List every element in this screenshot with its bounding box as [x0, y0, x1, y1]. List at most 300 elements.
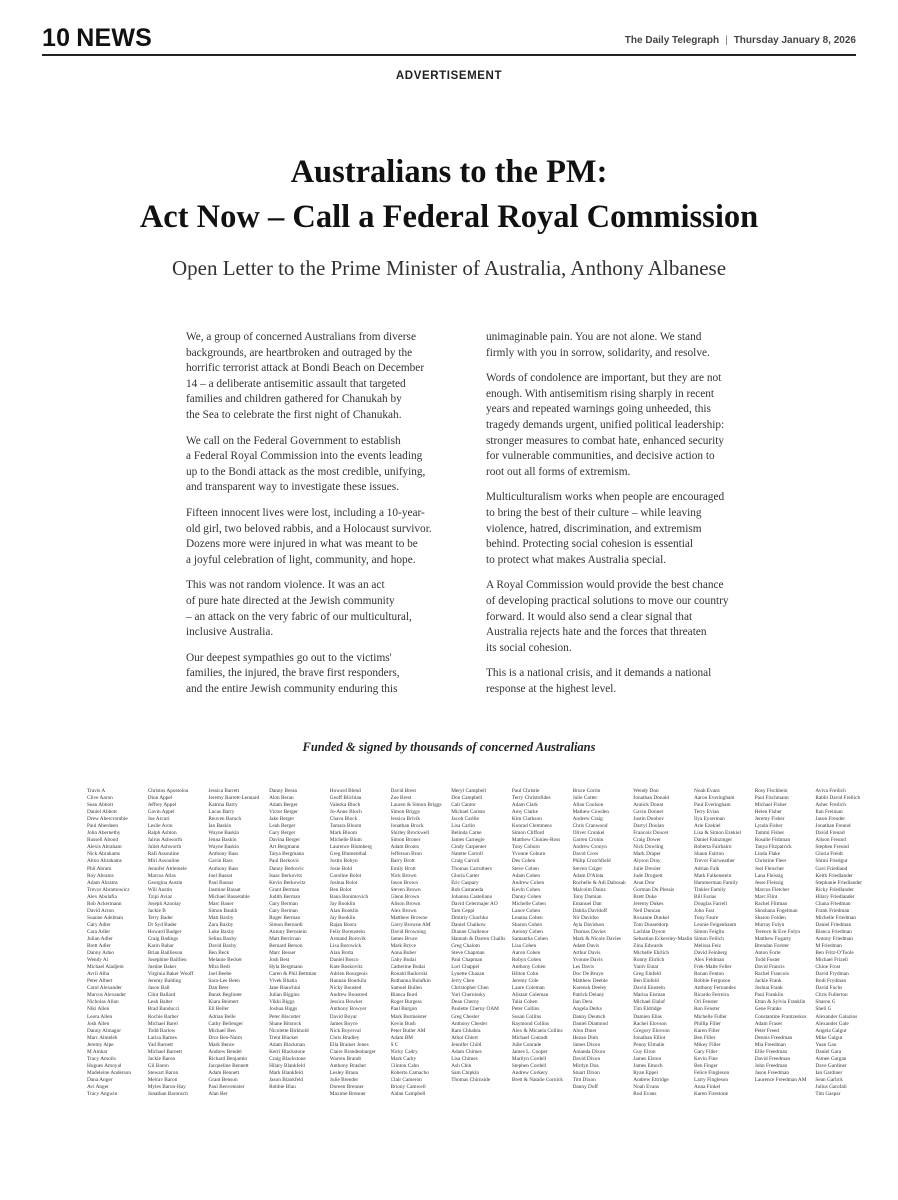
signatory-name: Kiara Beimert [208, 999, 239, 1006]
page-header [42, 22, 856, 54]
signatory-name: Jefferson Bron [390, 851, 422, 858]
signatory-name: Michelle Blum [329, 837, 362, 844]
signatory-name: Michael Conradt [511, 1034, 548, 1041]
signatory-name: Joel Bassat [208, 872, 233, 879]
signatory-name: Peter Biscotter [269, 1013, 301, 1020]
signatory-name: Michelle Cohen [511, 900, 546, 907]
signatory-name: Caroline Bolot [329, 872, 362, 879]
signatory-name: Jason Freedman [754, 1069, 789, 1076]
signatory-name: Gaby Budai [390, 957, 416, 964]
signatory-name: Daniel Chaikow [451, 921, 486, 928]
signatory-name: Julie Cotter [572, 795, 598, 802]
section-name: NEWS [76, 24, 153, 52]
signatory-name: Mark Blankfeld [269, 1069, 303, 1076]
signatory-name: Ilan Freiman [815, 809, 843, 816]
signatory-name: Joel Beebe [208, 971, 232, 978]
signatory-name: Patrick Delany [572, 992, 605, 999]
signatory-name: Jenna Baskin [208, 837, 237, 844]
letter-column-right [486, 330, 746, 707]
signatory-name: David Dixon [572, 1055, 601, 1062]
signatory-name: Alex & Micaela Collins [511, 1027, 563, 1034]
signatory-name: Gil Baron [147, 1062, 169, 1069]
signatory-name: Mark Bloom [329, 830, 358, 837]
signatory-name: Terence & Eve Folyn [754, 928, 801, 935]
signatory-column [269, 788, 329, 1091]
signatory-name: James Carnegie [451, 837, 485, 844]
signatory-name: Stephen Cordell [511, 1062, 547, 1069]
signatory-name: Yaniv Einat [633, 964, 659, 971]
signatory-name: Isaac Berkovits [269, 872, 302, 879]
signatory-name: Gavin Appel [147, 809, 175, 816]
signatory-name: Terry Evian [694, 809, 720, 816]
signatory-name: Leanna Cohen [511, 914, 543, 921]
signatory-name: Tam Ceppi [451, 907, 475, 914]
signatory-name: Mark Burmeister [390, 1013, 427, 1020]
signatory-name: Gavin Donner [633, 809, 664, 816]
letter-paragraph: Multiculturalism works when people are encouraged to bring the best of their culture – while leaving violence, hatred, discrimination, and extremism behind. Protecting social cohesion is essential to protect what makes Australia special. [486, 491, 725, 566]
signatory-name: Gloria Freidt [815, 851, 843, 858]
signatory-name: Josh Best [269, 957, 290, 964]
signatory-name: Rob Castaneda [451, 886, 484, 893]
signatory-name: Daniel Abbott [87, 809, 117, 816]
headline-line-1: Australians to the PM: [290, 154, 608, 190]
signatory-name: Nick Brown [390, 872, 417, 879]
signatory-name: Frank Friedman [815, 907, 850, 914]
signatory-name: Michael Caristo [451, 809, 486, 816]
page-number: 10 [42, 24, 71, 52]
signatory-name: Marc Bauer [208, 900, 234, 907]
signatory-name: Andrew Cohen [511, 879, 545, 886]
signatory-name: Roberta Fairbairn [694, 844, 732, 851]
signatory-name: Paul Everingham [694, 802, 731, 809]
signatory-name: Avi Anger [87, 1083, 109, 1090]
signatory-name: Gary Berger [269, 830, 296, 837]
signatory-name: Shoshana Fogelman [754, 907, 798, 914]
signatory-name: James Boyce [329, 1020, 358, 1027]
signatory-name: Christopher Chen [451, 985, 489, 992]
signatory-name: Ella Brainer Jones [329, 1041, 369, 1048]
signatory-name: Jeffrey Appel [147, 802, 177, 809]
signatory-name: Michael Aladjem [87, 964, 124, 971]
signatory-column [512, 788, 572, 1084]
signatory-name: Grant Benson [208, 1076, 238, 1083]
signatory-name: Justin Bobyn [329, 858, 358, 865]
signatory-name: Andrew Boustred [329, 992, 368, 999]
letter-paragraph: This was not random violence. It was an act of pure hate directed at the Jewish community – an attack on the very fabric of our multicultural, inclusive Australia. [186, 579, 412, 639]
signatory-name: Roberto Camacho [390, 1069, 429, 1076]
signatory-name: S C [390, 1041, 399, 1048]
signatory-name: Shaun Fairton [694, 851, 724, 858]
signatory-name: Yvonne Coburn [511, 851, 546, 858]
signatory-name: Lisa & Simon Ezekiel [694, 830, 741, 837]
signatory-name: Will Austin [147, 886, 173, 893]
signatory-name: Victor Berger [269, 809, 298, 816]
signatory-name: Francois Doucet [633, 830, 669, 837]
section-label [42, 24, 152, 52]
signatory-name: Luke Baxby [208, 928, 235, 935]
signatory-name: Simon Bernardi [269, 921, 303, 928]
signatory-name: Todd Barlow [147, 1027, 176, 1034]
signatory-name: Felix Borenstein [329, 928, 365, 935]
signatory-name: Leora Allen [87, 1013, 113, 1020]
signatory-name: Alex Brown [390, 907, 417, 914]
signatory-name: Alexander Gale [815, 1020, 849, 1027]
signatory-name: Antony Friedman [815, 935, 853, 942]
signatory-name: Andrew Craig [572, 816, 603, 823]
signatory-name: Bianca Burd [390, 992, 418, 999]
signatory-name: Aidan Campbell [390, 1091, 426, 1098]
signatory-name: Cali Cantor [451, 802, 476, 809]
signatory-name: Ronan Fenton [694, 971, 724, 978]
signatory-column [573, 788, 633, 1091]
signatory-name: Gorman Du Plessis [633, 886, 675, 893]
letter-paragraph: This is a national crisis, and it demands a national response at the highest level. [486, 667, 712, 695]
signatory-name: Thomas Chirnside [451, 1076, 491, 1083]
letter-paragraph: Our deepest sympathies go out to the victims' families, the injured, the brave first responders, and the entire Jewish community enduring this [186, 651, 400, 695]
signatory-name: Armand Borovik [329, 935, 366, 942]
signatory-name: Michael Fisher [754, 802, 787, 809]
signatory-name: Paul Fischmann [754, 795, 789, 802]
signatory-name: Simon Baukh [208, 907, 238, 914]
signatory-name: Adrian Belle [208, 1013, 236, 1020]
signatory-name: Noah Evans [633, 1083, 660, 1090]
letter-column-left [186, 330, 446, 707]
signatory-name: Lance Cohen [511, 907, 540, 914]
signatory-name: Nicky Cadry [390, 1048, 418, 1055]
signatory-name: Julie Brender [329, 1076, 359, 1083]
signatory-name: Brad Banducci [147, 1006, 180, 1013]
signatory-name: Craig Badings [147, 935, 179, 942]
signatory-name: Aimee Gargan [815, 1055, 847, 1062]
signatory-name: Gary Berman [269, 907, 298, 914]
signatory-name: Anthony Bass [208, 865, 239, 872]
signatory-name: Rachel Francois [754, 971, 789, 978]
signatory-name: Jay Booklin [329, 900, 356, 907]
signatory-name: Chloe Frost [815, 964, 841, 971]
signatory-name: Sharon Folden [754, 914, 786, 921]
signatory-name: Brett & Natalie Cornick [511, 1076, 563, 1083]
signatory-name: Jake Berger [269, 816, 295, 823]
signatory-name: Clint Ballard [147, 992, 176, 999]
signatory-name: Noah Evans [694, 788, 720, 794]
signatory-name: Amanda Dixon [572, 1048, 606, 1055]
signatory-name: Eli Beller [208, 1006, 229, 1013]
letter-paragraph: Words of condolence are important, but they are not enough. With antisemitism rising sharply in recent years and repeated warnings going unheeded, this tragedy demands urgent, unified political leadership: stronger measures to combat hate, enhanced security for vulnerable communities, and decisive action to root out all forms of extremism. [486, 372, 725, 478]
signatory-name: Emily Brott [390, 865, 416, 872]
signatory-name: Peter Collins [511, 1006, 540, 1013]
signatory-name: Paul Berkovic [269, 858, 300, 865]
signatory-name: Christos Apostolou [147, 788, 189, 794]
signatory-name: Marcus Fletcher [754, 886, 790, 893]
signatory-name: Ian Gardiner [815, 1069, 843, 1076]
funded-by-line: Funded & signed by thousands of concerned Australians [302, 740, 596, 754]
signatory-name: Emanuel Dan [572, 900, 602, 907]
signatory-name: Mike Galgut [815, 1034, 843, 1041]
signatory-name: Yuri Chernissky [451, 992, 486, 999]
signatory-name: Mark Bryce [390, 943, 416, 950]
signatory-name: Clair Cameron [390, 1076, 422, 1083]
signatory-name: Vivek Bhatia [269, 978, 297, 985]
signatory-name: Ruthanna Bulafkin [390, 978, 431, 985]
signatory-name: Vikki Biggs [269, 999, 295, 1006]
signatory-name: Adam BM [390, 1034, 414, 1041]
signatory-name: Kevin Cohen [511, 886, 540, 893]
signatory-name: Lisa Chimes [451, 1055, 478, 1062]
signatory-name: John Freedman [754, 1062, 788, 1069]
signatory-name: Ayla Davidson [572, 921, 605, 928]
signatory-name: Sean Abbott [87, 802, 114, 809]
signatory-name: John Abernethy [87, 830, 121, 837]
signatory-name: David Baxby [208, 943, 237, 950]
signatory-name: Kate Boskovitz [329, 964, 363, 971]
signatory-name: Dr Syd Bader [147, 921, 177, 928]
signatory-name: David Fuchs [815, 985, 843, 992]
signatory-name: Garry Browne AM [390, 921, 431, 928]
signatory-name: Juliet Ashworth [147, 844, 182, 851]
signatory-name: Kerri Blackstone [269, 1048, 306, 1055]
signatory-name: Laurence Blumberg [329, 844, 372, 851]
signatory-name: Nick Abrahams [87, 851, 121, 858]
signatory-name: Malcolm Dainz [572, 886, 606, 893]
signatory-name: Tammi Fisher [754, 830, 785, 837]
signatory-name: Wendy Al [87, 957, 109, 964]
signatory-name: Michelle Fidler [694, 1013, 727, 1020]
signatory-name: Trevor Fairweather [694, 858, 735, 865]
signatory-name: Warren Brandt [329, 1055, 361, 1062]
signatory-name: Alistair Coleman [511, 992, 549, 999]
signatory-name: Aaron Cohen [511, 950, 541, 957]
signatory-name: Alan Ber [208, 1091, 228, 1098]
signatory-name: Jessica Brivik [390, 816, 421, 823]
signatory-name: Tony Coburn [511, 844, 540, 851]
signatory-name: Matthew Fogarty [754, 935, 792, 942]
signatory-column [87, 788, 147, 1098]
signatory-name: Shirley Brockwell [390, 830, 430, 837]
signatory-name: M Friedman [815, 943, 842, 950]
signatory-name: Leah Berger [269, 823, 296, 830]
signatory-name: James L. Cooper [511, 1048, 548, 1055]
signatory-name: Hezan Dinh [572, 1034, 599, 1041]
signatory-name: Hugues Amoyal [87, 1062, 122, 1069]
signatory-name: Paul Christie [511, 788, 540, 794]
signatory-name: Stephanie Friedlander [815, 879, 863, 886]
signatory-name: Claire Brandenburger [329, 1048, 376, 1055]
signatory-name: Ben Bolot [329, 886, 352, 893]
signatory-name: Nir Davidso [572, 914, 599, 921]
signatory-name: Konrad Clemmens [511, 823, 552, 830]
signatory-name: Des Cohen [511, 858, 536, 865]
signatory-name: Raymond Collins [511, 1020, 550, 1027]
signatory-name: Avril Alba [87, 971, 110, 978]
signatory-name: James Emoch [633, 1062, 663, 1069]
signatory-name: Catherine Budai [390, 964, 426, 971]
signatory-name: Michael Ben [208, 1027, 236, 1034]
signatory-name: Glenn Brown [390, 893, 420, 900]
signatory-name: Michelle Friedman [815, 914, 856, 921]
signatory-name: Leah Balter [147, 999, 173, 1006]
signatory-name: Jason Freuder [815, 816, 845, 823]
signatory-name: Michael Elaluf [633, 999, 665, 1006]
signatory-name: David Crow [572, 851, 599, 858]
signatory-name: Mia Freedman [754, 1041, 786, 1048]
signatory-name: Dean Cherny [451, 999, 480, 1006]
signatory-name: Greg Einfeld [633, 971, 661, 978]
signatory-name: Dennis Freedman [754, 1034, 793, 1041]
signatory-name: David Feinberg [694, 950, 728, 957]
signatory-name: Mark Falkenstein [694, 872, 732, 879]
signatory-name: Chava Block [329, 816, 358, 823]
signatory-name: Ilan Dera [572, 999, 593, 1006]
signatory-name: Terry Christofides [511, 795, 551, 802]
signatory-name: Aviva Freilich [815, 788, 846, 794]
signatory-name: Zoe Brest [390, 795, 412, 802]
signatory-name: Wayne Baskin [208, 844, 240, 851]
signatory-name: David Browning [390, 928, 426, 935]
signatory-name: Jay Booklin [329, 914, 356, 921]
signatory-name: Nick Dowling [633, 844, 664, 851]
signatory-name: Lucas Barry [208, 809, 235, 816]
signatory-name: Josh Allen [87, 1020, 110, 1027]
signatory-name: Brendan Forster [754, 943, 789, 950]
signatory-name: Angela Galgut [815, 1027, 847, 1034]
signatory-name: Adrian Falk [694, 865, 720, 872]
signatory-name: Tanya Fitzpatrick [754, 844, 792, 851]
signatory-name: Lachlan Dyson [633, 928, 666, 935]
signatory-name: Melanie Becker [208, 957, 243, 964]
signatory-name: Georgina Austin [147, 879, 183, 886]
signatory-name: Lesley Braun [329, 1069, 359, 1076]
signatory-name: Ron Fenster [694, 1006, 720, 1013]
signatory-name: Bernard Berson [269, 943, 303, 950]
signatory-name: Jude Drogsett [633, 872, 663, 879]
signatory-name: Thomas Davies [572, 928, 606, 935]
signatory-name: Laure Coleman [511, 985, 545, 992]
signatory-name: Daniel Friedman [815, 921, 852, 928]
signatory-name: Larry Fingleson [694, 1076, 728, 1083]
signatory-name: Jeremy Cole [511, 978, 539, 985]
signatory-name: Kim Clarkson [511, 816, 542, 823]
signatory-name: Adam Abrams [87, 879, 118, 886]
signatory-name: Julie Drexler [633, 865, 661, 872]
signatory-name: Ben Finger [694, 1062, 718, 1069]
signatory-name: Robyn Cohen [511, 957, 542, 964]
signatory-name: Brett Duke [633, 893, 657, 900]
signatory-name: Mirdyn Doa [572, 1062, 599, 1069]
signatory-name: Ash Chin [451, 1062, 472, 1069]
signatory-name: Andrew Corkery [511, 1069, 548, 1076]
signatory-name: Niki Allen [87, 1006, 110, 1013]
signatory-name: Madeleine Anderson [87, 1069, 131, 1076]
signatory-name: Arie Ezekiel [694, 823, 721, 830]
signatory-name: Wendy Don [633, 788, 659, 794]
signatory-name: Joe Arcuri [147, 816, 170, 823]
signatory-name: Michael Barnett [147, 1048, 182, 1055]
signatory-name: Daniel Diamond [572, 1020, 608, 1027]
signatory-name: Drew Abercrombie [87, 816, 128, 823]
signatory-name: Murray Folyn [754, 921, 785, 928]
signatory-column [148, 788, 208, 1098]
signatory-name: Hannah & Darren Challis [451, 935, 506, 942]
signatory-name: David Celermajer AO [451, 900, 498, 907]
signatory-name: Sharon G [815, 999, 836, 1006]
signatory-name: Jonathan Donald [633, 795, 670, 802]
signatory-name: Jane Bianchini [269, 985, 301, 992]
signatory-name: Leonie Feigenbaum [694, 921, 737, 928]
signatory-name: Adam Fraser [754, 1020, 783, 1027]
signatory-name: Hilary Blankfeld [269, 1062, 305, 1069]
signatory-name: Darryl Doolan [633, 823, 665, 830]
signatory-name: Hyla Bergmann [269, 964, 303, 971]
signatory-name: Matthew Browne [390, 914, 428, 921]
signatory-name: Marc Besser [269, 950, 296, 957]
signatory-name: Paul Bassat [208, 879, 233, 886]
signatory-name: Nicholas Allan [87, 999, 119, 1006]
issue-date: Thursday January 8, 2026 [733, 35, 856, 46]
signatory-name: Christine Fleer [754, 858, 787, 865]
signatory-name: Greg Chesler [451, 1013, 480, 1020]
signatory-name: Anton Forte [754, 950, 781, 957]
signatory-name: Tom Dusseldorp [633, 921, 669, 928]
signatory-name: Dmitriy Chachko [451, 914, 489, 921]
signatory-column [815, 788, 875, 1098]
signatory-name: Samantha Cohen [511, 935, 548, 942]
signatory-name: Helen Fisher [754, 809, 782, 816]
masthead-separator: | [725, 35, 728, 46]
signatory-name: Terry Bader [147, 914, 174, 921]
signatory-name: Rachel Elovson [633, 1020, 667, 1027]
signatory-name: Geoff Blicblau [329, 795, 362, 802]
signatory-name: Lynda Fisher [754, 823, 783, 830]
signatory-name: Sean Garlick [815, 1076, 843, 1083]
signatory-name: Chris Cranwood [572, 823, 608, 830]
signatory-name: Rod Evans [633, 1091, 657, 1098]
signatory-name: Anthony Cohen [511, 964, 546, 971]
signatory-name: Annick Donat [633, 802, 664, 809]
signatory-name: Brett Adler [87, 943, 111, 950]
signatory-name: Kevin Bush [390, 1020, 416, 1027]
signatory-name: Simon Feiglin [694, 928, 725, 935]
signatory-name: Tony Faure [694, 914, 719, 921]
signatory-name: Daniel Bosco [329, 957, 359, 964]
signatory-name: Bianca Friedman [815, 928, 852, 935]
signatory-name: Jacqueline Bennett [208, 1062, 249, 1069]
signatory-name: Mark Bence [208, 1041, 235, 1048]
signatory-name: Myles Baron-Hay [147, 1083, 186, 1090]
signatory-name: Alison Freund [815, 837, 846, 844]
signatory-name: Tony Damian [572, 893, 602, 900]
signatory-name: Adam Davis [572, 943, 600, 950]
signatory-name: Steven Brown [390, 886, 421, 893]
signatory-name: Alan Borta [329, 950, 354, 957]
signatory-name: Brian Baillieson [147, 950, 183, 957]
signatory-name: David Acton [87, 907, 114, 914]
signatory-name: Cathy Bellenger [208, 1020, 243, 1027]
signatory-name: Mark Draper [633, 851, 661, 858]
signatory-name: Justine Baker [147, 964, 177, 971]
signatory-name: Dion Appel [147, 795, 173, 802]
signatory-name: Richard Benjamin [208, 1055, 248, 1062]
signatory-name: Alyson Dray [633, 858, 661, 865]
signatory-list [87, 788, 863, 1193]
signatory-name: Dana Anger [87, 1076, 113, 1083]
signatory-name: Jonathan Freund [815, 823, 851, 830]
signatory-name: Meirav Baron [147, 1076, 178, 1083]
signatory-name: Craig Dower [633, 837, 661, 844]
signatory-name: John Fast [694, 907, 715, 914]
signatory-name: Daniel Fainzinger [694, 837, 733, 844]
signatory-name: Amy Clarke [511, 809, 538, 816]
signatory-name: Bruce Corrin [572, 788, 601, 794]
